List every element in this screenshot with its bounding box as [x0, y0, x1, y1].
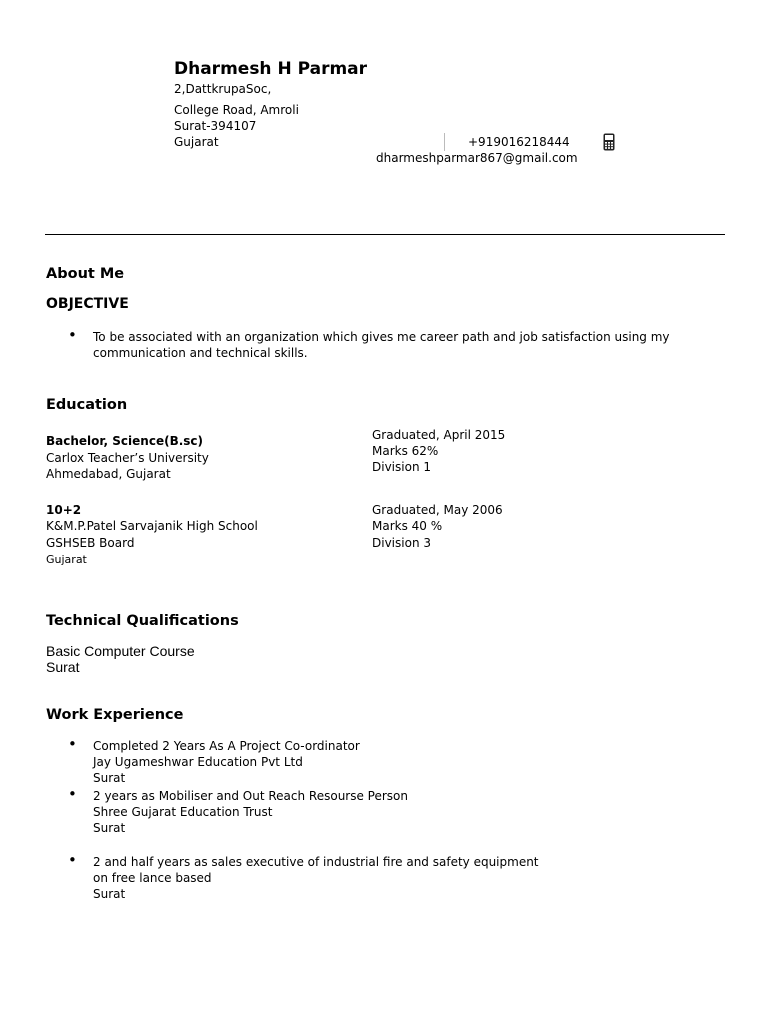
- board-2: GSHSEB Board: [46, 536, 135, 550]
- work-1-line-3: Surat: [93, 771, 126, 785]
- address-line-1: 2,DattkrupaSoc,: [174, 82, 272, 96]
- objective-heading: OBJECTIVE: [46, 296, 129, 312]
- bullet-icon: •: [68, 785, 77, 803]
- work-2-line-1: 2 years as Mobiliser and Out Reach Resourse Person: [93, 789, 409, 803]
- division-1: Division 1: [372, 460, 431, 474]
- email-address: dharmeshparmar867@gmail.com: [376, 151, 578, 165]
- graduated-1: Graduated, April 2015: [372, 428, 506, 442]
- about-heading: About Me: [46, 266, 125, 282]
- address-line-4: Gujarat: [174, 135, 219, 149]
- work-2-line-2: Shree Gujarat Education Trust: [93, 805, 273, 819]
- institution-1: Carlox Teacher’s University: [46, 451, 209, 465]
- work-2-line-3: Surat: [93, 821, 126, 835]
- objective-line-2: communication and technical skills.: [93, 346, 308, 360]
- bullet-icon: •: [68, 326, 77, 344]
- marks-1: Marks 62%: [372, 444, 439, 458]
- graduated-2: Graduated, May 2006: [372, 503, 503, 517]
- candidate-name: Dharmesh H Parmar: [174, 59, 368, 79]
- institution-2: K&M.P.Patel Sarvajanik High School: [46, 519, 258, 533]
- address-line-2: College Road, Amroli: [174, 103, 299, 117]
- location-1: Ahmedabad, Gujarat: [46, 467, 171, 481]
- marks-2: Marks 40 %: [372, 519, 443, 533]
- work-3-line-1: 2 and half years as sales executive of industrial fire and safety equipment: [93, 855, 539, 869]
- work-3-line-2: on free lance based: [93, 871, 212, 885]
- bullet-icon: •: [68, 735, 77, 753]
- work-1-line-2: Jay Ugameshwar Education Pvt Ltd: [93, 755, 303, 769]
- technical-heading: Technical Qualifications: [46, 613, 239, 629]
- work-1-line-1: Completed 2 Years As A Project Co-ordinator: [93, 739, 360, 753]
- address-line-3: Surat-394107: [174, 119, 257, 133]
- work-heading: Work Experience: [46, 707, 184, 723]
- phone-number: +919016218444: [468, 135, 570, 149]
- education-heading: Education: [46, 397, 128, 413]
- technical-line-2: Surat: [46, 659, 80, 675]
- header-divider: [45, 234, 725, 235]
- mobile-phone-icon: [603, 133, 615, 151]
- objective-line-1: To be associated with an organization which gives me career path and job satisfaction using my: [93, 330, 670, 344]
- bullet-icon: •: [68, 851, 77, 869]
- header-separator: [444, 133, 445, 151]
- division-2: Division 3: [372, 536, 431, 550]
- location-2: Gujarat: [46, 553, 87, 566]
- technical-line-1: Basic Computer Course: [46, 643, 195, 659]
- degree-2: 10+2: [46, 503, 82, 517]
- degree-1: Bachelor, Science(B.sc): [46, 434, 204, 448]
- work-3-line-3: Surat: [93, 887, 126, 901]
